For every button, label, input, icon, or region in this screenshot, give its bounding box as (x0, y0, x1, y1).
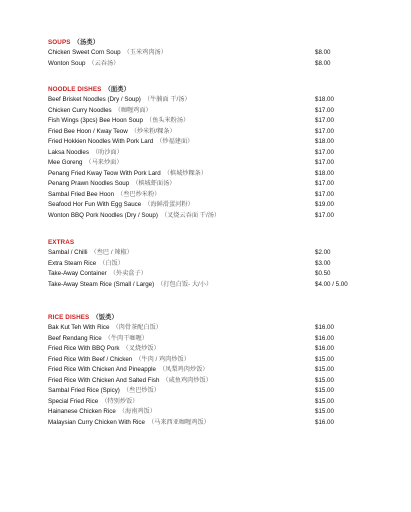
menu-item-row (48, 158, 368, 169)
menu-item-name: Fried Rice With BBQ Pork (48, 345, 120, 352)
menu-item-price: $8.00 (315, 59, 331, 67)
menu-item-name-chinese: （海鲜滑蛋河粉） (144, 201, 194, 208)
menu-item-price: $18.00 (315, 138, 334, 145)
menu-item-name: Chicken Sweet Corn Soup (48, 49, 121, 56)
section-title-chinese: （汤类） (73, 39, 100, 46)
menu-item-name-group (48, 355, 190, 366)
menu-item-row (48, 127, 368, 138)
menu-item-price: $16.00 (315, 418, 334, 426)
menu-item-row (48, 211, 368, 222)
menu-item-name-chinese: （叁巴炒米粉） (117, 190, 161, 198)
menu-item-price: $17.00 (315, 117, 334, 124)
menu-item-row (48, 200, 368, 211)
menu-item-price: $15.00 (315, 366, 334, 373)
section-heading (48, 238, 368, 248)
menu-item-name-chinese: （肉骨茶配白饭） (112, 324, 162, 331)
section-title: SOUPS (48, 39, 71, 46)
menu-item-name-group (48, 95, 191, 106)
menu-item-name: Sambal Fried Rice (Spicy) (48, 387, 120, 394)
menu-item-name: Fried Rice With Chicken And Pineapple (48, 366, 156, 373)
menu-item-row (48, 418, 368, 429)
menu-item-name-chinese: （叉烧云吞面 干/汤） (160, 211, 221, 219)
menu-item-name: Hainanese Chicken Rice (48, 408, 116, 415)
section-heading (48, 85, 368, 95)
menu-item-name-group (48, 365, 209, 376)
menu-item-name-chinese: （炒福建面） (156, 138, 194, 145)
menu-item-price: $17.00 (315, 106, 334, 114)
menu-item-row (48, 280, 368, 291)
menu-item-price: $18.00 (315, 96, 334, 103)
menu-item-name-chinese: （牛肉 / 鸡肉炒饭） (135, 355, 190, 363)
menu-item-name-group (48, 158, 123, 169)
menu-item-name: Fried Rice With Chicken And Salted Fish (48, 376, 160, 384)
menu-item-price: $3.00 (315, 259, 331, 267)
menu-item-name: Fried Bee Hoon / Kway Teow (48, 127, 128, 135)
menu-item-row (48, 386, 368, 397)
menu-item-name-group (48, 148, 123, 159)
menu-item-name-chinese: （鱼头米粉汤） (145, 117, 190, 124)
menu-item-name: Wonton Soup (48, 59, 86, 67)
section-rice-dishes (48, 313, 368, 428)
menu-item-name: Fried Rice With Beef / Chicken (48, 355, 133, 363)
menu-item-name-chinese: （炒米粉/粿条） (130, 127, 176, 135)
menu-item-name-group (48, 386, 160, 397)
section-soups (48, 38, 368, 69)
menu-item-price: $8.00 (315, 49, 331, 56)
menu-item-price: $15.00 (315, 376, 334, 384)
menu-item-name-group (48, 59, 119, 70)
menu-item-price: $15.00 (315, 387, 334, 394)
section-heading (48, 313, 368, 323)
menu-item-name-group (48, 344, 160, 355)
menu-item-price: $17.00 (315, 211, 334, 219)
menu-item-price: $15.00 (315, 397, 334, 405)
menu-item-name: Penang Prawn Noodles Soup (48, 180, 130, 187)
menu-item-row (48, 365, 368, 376)
menu-item-row (48, 137, 368, 148)
menu-item-name-chinese: （外卖盒子） (109, 270, 147, 277)
section-heading (48, 38, 368, 48)
menu-item-price: $17.00 (315, 127, 334, 135)
menu-item-name: Special Fried Rice (48, 397, 99, 405)
menu-item-name-chinese: （槟城炒粿条） (163, 169, 208, 177)
menu-item-name-chinese: （槟城虾面汤） (132, 180, 176, 187)
menu-item-name: Malaysian Curry Chicken With Rice (48, 418, 145, 426)
menu-item-price: $16.00 (315, 324, 334, 331)
menu-item-name-group (48, 211, 220, 222)
menu-item-name-chinese: （牛肉干咖喱） (104, 334, 148, 342)
menu-item-price: $15.00 (315, 408, 334, 415)
menu-item-name: Penang Fried Kway Teow With Pork Lard (48, 169, 161, 177)
menu-item-name-group (48, 106, 152, 117)
menu-item-name-chinese: （叁巴炒饭） (122, 387, 160, 394)
menu-item-name: Wonton BBQ Pork Noodles (Dry / Soup) (48, 211, 158, 219)
menu-item-price: $19.00 (315, 201, 334, 208)
menu-item-name-group (48, 116, 189, 127)
menu-item-price: $2.00 (315, 249, 331, 256)
menu-item-row (48, 95, 368, 106)
menu-item-price: $17.00 (315, 148, 334, 156)
menu-item-name: Take-Away Steam Rice (Small / Large) (48, 280, 155, 288)
menu-item-name-chinese: （特别炒饭） (101, 397, 139, 405)
menu-item-name-group (48, 418, 210, 429)
menu-item-name-chinese: （叁巴 / 辣椒） (90, 249, 133, 256)
menu-item-name-chinese: （马来西亚咖喱鸡饭） (147, 418, 210, 426)
menu-item-name-group (48, 397, 138, 408)
menu-item-name: Sambal / Chilli (48, 249, 88, 256)
menu-item-row (48, 190, 368, 201)
menu-item-price: $0.50 (315, 270, 331, 277)
menu-item-price: $16.00 (315, 345, 334, 352)
menu-item-row (48, 148, 368, 159)
menu-item-price: $17.00 (315, 159, 334, 166)
menu-item-name: Fish Wings (3pcs) Bee Hoon Soup (48, 117, 143, 124)
menu-item-name-group (48, 259, 124, 270)
menu-item-name: Beef Rendang Rice (48, 334, 102, 342)
menu-item-name-chinese: （叉烧炒饭） (122, 345, 160, 352)
menu-item-row (48, 407, 368, 418)
menu-item-name-group (48, 179, 176, 190)
menu-item-row (48, 179, 368, 190)
menu-item-name-chinese: （凤梨鸡肉炒饭） (159, 366, 209, 373)
menu-item-price: $15.00 (315, 355, 334, 363)
menu-item-name: Fried Hokkien Noodles With Pork Lard (48, 138, 154, 145)
menu-item-name: Mee Goreng (48, 159, 83, 166)
menu-item-name-group (48, 190, 160, 201)
menu-item-name-group (48, 127, 176, 138)
menu-item-row (48, 323, 368, 334)
menu-item-name: Take-Away Container (48, 270, 107, 277)
menu-item-row (48, 355, 368, 366)
menu-item-price: $4.00 / 5.00 (315, 280, 348, 288)
menu-item-name-chinese: （咖喱鸡面） (114, 106, 152, 114)
menu-item-name: Laksa Noodles (48, 148, 89, 156)
menu-item-row (48, 376, 368, 387)
menu-item-price: $17.00 (315, 190, 334, 198)
menu-item-name: Bak Kut Teh With Rice (48, 324, 110, 331)
menu-item-price: $16.00 (315, 334, 334, 342)
menu-item-name: Sambal Fried Bee Hoon (48, 190, 115, 198)
menu-item-name: Beef Brisket Noodles (Dry / Soup) (48, 96, 141, 103)
section-title: NOODLE DISHES (48, 86, 102, 93)
menu-item-name-group (48, 376, 212, 387)
menu-item-name: Chicken Curry Noodles (48, 106, 112, 114)
section-title: EXTRAS (48, 239, 75, 246)
menu-item-name-group (48, 280, 212, 291)
section-title-chinese: （饭类） (92, 314, 118, 321)
menu-item-row (48, 259, 368, 270)
menu-item-name-group (48, 248, 133, 259)
menu-item-name-group (48, 200, 194, 211)
menu-item-name-chinese: （玉米鸡肉汤） (123, 49, 167, 56)
menu-item-name-chinese: （马来炒面） (85, 159, 123, 166)
section-noodle-dishes (48, 85, 368, 221)
menu-item-name-group (48, 137, 193, 148)
menu-item-name-group (48, 323, 162, 334)
menu-item-row (48, 397, 368, 408)
menu-item-name-chinese: （牛腩面 干/汤） (143, 96, 191, 103)
menu-item-name-chinese: （白饭） (99, 259, 124, 267)
menu-item-name-chinese: （云吞汤） (88, 59, 120, 67)
menu-item-name-chinese: （打包白饭- 大/小） (157, 280, 213, 288)
section-extras (48, 238, 368, 290)
menu-item-row (48, 48, 368, 59)
menu-item-row (48, 106, 368, 117)
menu-item-row (48, 344, 368, 355)
menu-item-name: Extra Steam Rice (48, 259, 97, 267)
menu-item-name-chinese: （海南鸡饭） (118, 408, 156, 415)
menu-item-name-group (48, 407, 156, 418)
menu-item-name-chinese: （叻沙面） (91, 148, 123, 156)
menu-item-name-group (48, 269, 147, 280)
menu-item-name-group (48, 169, 207, 180)
menu-item-row (48, 334, 368, 345)
menu-item-row (48, 248, 368, 259)
menu-item-name: Seafood Hor Fun With Egg Sauce (48, 201, 142, 208)
section-title: RICE DISHES (48, 314, 90, 321)
menu-item-name-chinese: （咸鱼鸡肉炒饭） (162, 376, 212, 384)
menu-item-row (48, 116, 368, 127)
menu-item-name-group (48, 48, 167, 59)
menu-item-name-group (48, 334, 148, 345)
section-title-chinese: （面类） (104, 86, 131, 93)
menu-item-row (48, 59, 368, 70)
menu-item-row (48, 169, 368, 180)
menu-item-price: $18.00 (315, 169, 334, 177)
menu-item-price: $17.00 (315, 180, 334, 187)
menu-item-row (48, 269, 368, 280)
